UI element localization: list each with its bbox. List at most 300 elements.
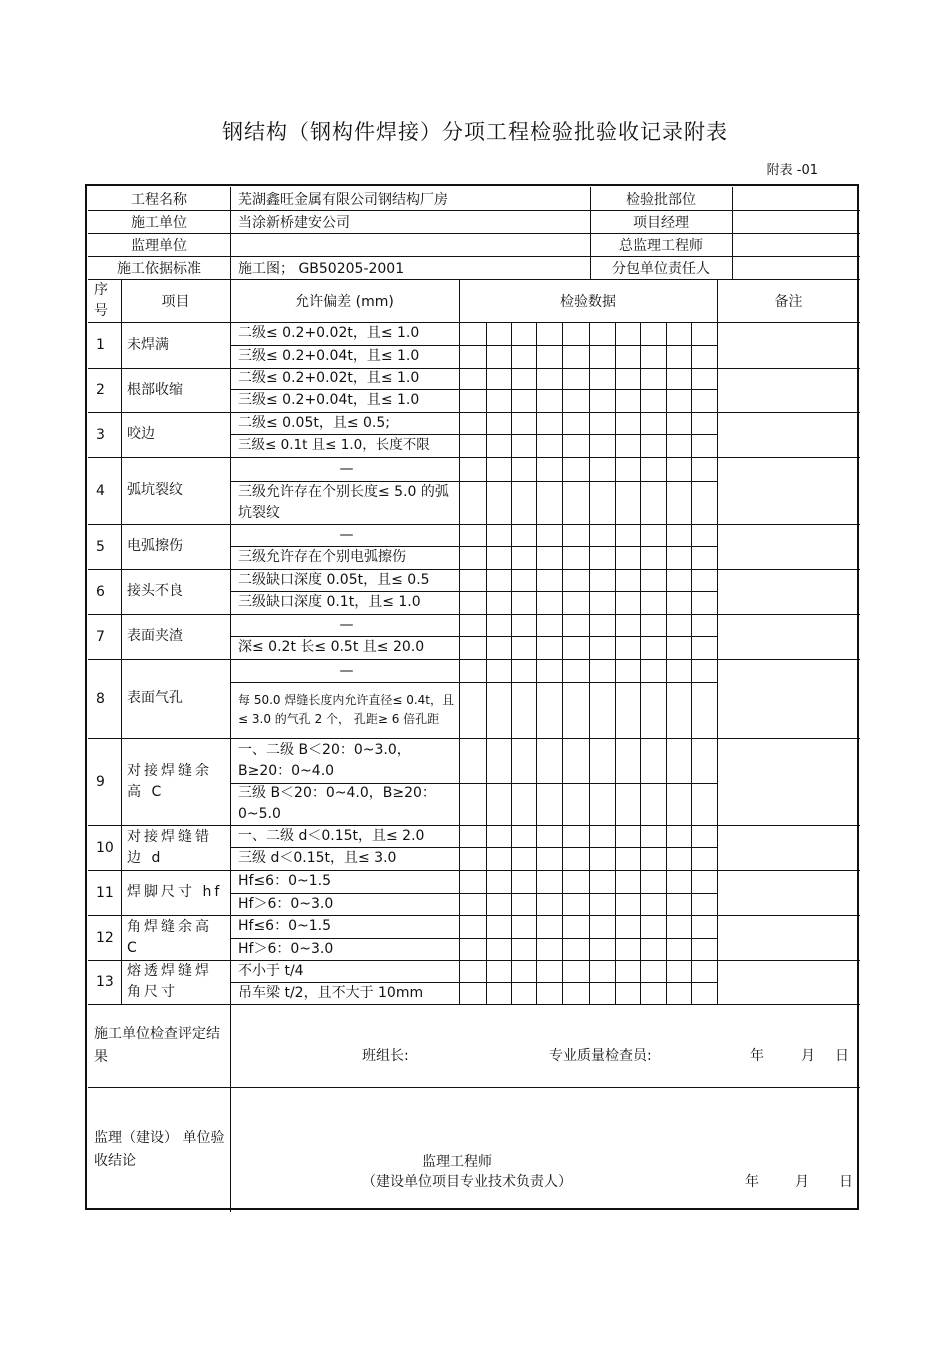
inspection-data-cell[interactable]	[589, 982, 615, 1004]
inspection-data-cell[interactable]	[536, 546, 562, 569]
inspection-data-cell[interactable]	[459, 412, 486, 434]
item-name: 对接焊缝错边 d	[127, 828, 212, 866]
inspection-data-cell[interactable]	[536, 783, 562, 825]
inspection-data-cell[interactable]	[640, 434, 666, 457]
inspection-data-cell[interactable]	[666, 412, 691, 434]
inspection-data-cell[interactable]	[536, 345, 562, 368]
inspection-data-cell[interactable]	[691, 457, 717, 481]
supervision-unit-right-value[interactable]	[732, 233, 860, 256]
inspection-data-cell[interactable]	[640, 915, 666, 938]
inspection-data-cell[interactable]	[589, 938, 615, 960]
inspection-data-cell[interactable]	[666, 825, 691, 847]
inspection-data-cell[interactable]	[691, 434, 717, 457]
inspection-data-cell[interactable]	[615, 870, 640, 893]
inspection-data-cell[interactable]	[640, 783, 666, 825]
standard-value[interactable]: 施工图； GB50205-2001	[238, 260, 405, 277]
inspection-data-cell[interactable]	[589, 825, 615, 847]
inspection-data-cell[interactable]	[486, 893, 511, 915]
inspection-data-cell[interactable]	[691, 659, 717, 682]
inspection-data-cell[interactable]	[486, 524, 511, 546]
inspection-data-cell[interactable]	[615, 738, 640, 783]
inspection-data-cell[interactable]	[691, 960, 717, 982]
remarks-cell[interactable]	[717, 614, 860, 659]
inspection-data-cell[interactable]	[691, 412, 717, 434]
inspection-data-cell[interactable]	[511, 738, 536, 783]
item-number: 12	[96, 929, 114, 946]
inspection-data-cell[interactable]	[486, 636, 511, 659]
inspection-data-cell[interactable]	[666, 847, 691, 870]
inspection-data-cell[interactable]	[459, 938, 486, 960]
item-number: 3	[96, 426, 105, 443]
inspection-data-cell[interactable]	[615, 636, 640, 659]
inspection-data-cell[interactable]	[640, 412, 666, 434]
inspection-data-cell[interactable]	[562, 457, 589, 481]
inspection-data-cell[interactable]	[459, 345, 486, 368]
inspection-data-cell[interactable]	[511, 389, 536, 412]
inspection-data-cell[interactable]	[562, 783, 589, 825]
inspection-data-cell[interactable]	[615, 322, 640, 345]
inspection-data-cell[interactable]	[615, 682, 640, 738]
inspection-data-cell[interactable]	[666, 389, 691, 412]
inspection-data-cell[interactable]	[640, 738, 666, 783]
inspection-data-cell[interactable]	[459, 457, 486, 481]
inspection-data-cell[interactable]	[459, 546, 486, 569]
inspection-data-cell[interactable]	[562, 938, 589, 960]
inspection-data-cell[interactable]	[486, 915, 511, 938]
inspection-data-cell[interactable]	[459, 322, 486, 345]
inspection-data-cell[interactable]	[459, 389, 486, 412]
remarks-cell[interactable]	[717, 915, 860, 960]
inspection-data-cell[interactable]	[536, 434, 562, 457]
inspection-data-cell[interactable]	[640, 368, 666, 389]
inspection-data-cell[interactable]	[511, 412, 536, 434]
inspection-data-cell[interactable]	[589, 389, 615, 412]
inspection-data-cell[interactable]	[536, 368, 562, 389]
inspection-data-cell[interactable]	[589, 412, 615, 434]
inspection-data-cell[interactable]	[691, 322, 717, 345]
inspection-data-cell[interactable]	[666, 546, 691, 569]
inspection-data-cell[interactable]	[640, 870, 666, 893]
inspection-data-cell[interactable]	[511, 434, 536, 457]
tolerance-grade-a: 不小于 t/4	[238, 962, 304, 979]
inspection-data-cell[interactable]	[536, 481, 562, 524]
year-label: 年	[750, 1048, 764, 1064]
inspection-data-cell[interactable]	[459, 915, 486, 938]
inspection-data-cell[interactable]	[615, 614, 640, 636]
inspection-data-cell[interactable]	[615, 893, 640, 915]
inspection-data-cell[interactable]	[589, 783, 615, 825]
inspection-data-cell[interactable]	[459, 783, 486, 825]
item-number: 13	[96, 974, 114, 990]
inspection-data-cell[interactable]	[666, 457, 691, 481]
inspection-data-cell[interactable]	[691, 368, 717, 389]
inspection-data-cell[interactable]	[615, 591, 640, 614]
inspection-data-cell[interactable]	[615, 825, 640, 847]
inspection-data-cell[interactable]	[589, 636, 615, 659]
remarks-cell[interactable]	[717, 457, 860, 524]
inspection-data-cell[interactable]	[562, 659, 589, 682]
inspection-data-cell[interactable]	[589, 591, 615, 614]
inspection-data-cell[interactable]	[589, 345, 615, 368]
inspection-data-cell[interactable]	[589, 546, 615, 569]
inspection-data-cell[interactable]	[691, 847, 717, 870]
remarks-cell[interactable]	[717, 870, 860, 915]
inspection-data-cell[interactable]	[511, 682, 536, 738]
inspection-data-cell[interactable]	[615, 434, 640, 457]
tolerance-grade-b: 三级≤ 0.2+0.04t，且≤ 1.0	[238, 348, 420, 364]
inspection-data-cell[interactable]	[459, 659, 486, 682]
inspection-data-cell[interactable]	[691, 783, 717, 825]
supervision-unit-right-label: 总监理工程师	[619, 237, 703, 254]
inspection-data-cell[interactable]	[511, 783, 536, 825]
inspection-data-cell[interactable]	[459, 893, 486, 915]
construction-unit-label: 施工单位	[131, 214, 187, 231]
inspection-data-cell[interactable]	[459, 591, 486, 614]
inspection-data-cell[interactable]	[666, 434, 691, 457]
inspection-data-cell[interactable]	[486, 389, 511, 412]
inspection-data-cell[interactable]	[486, 434, 511, 457]
inspection-data-cell[interactable]	[511, 546, 536, 569]
remarks-cell[interactable]	[717, 825, 860, 870]
inspection-data-cell[interactable]	[666, 938, 691, 960]
inspection-data-cell[interactable]	[640, 982, 666, 1004]
project-name-right-value[interactable]	[732, 187, 860, 210]
inspection-data-cell[interactable]	[589, 893, 615, 915]
inspection-data-cell[interactable]	[459, 481, 486, 524]
inspection-data-cell[interactable]	[691, 345, 717, 368]
inspection-data-cell[interactable]	[562, 591, 589, 614]
inspection-data-cell[interactable]	[562, 345, 589, 368]
inspection-data-cell[interactable]	[691, 870, 717, 893]
inspection-data-cell[interactable]	[562, 870, 589, 893]
tolerance-header: 允许偏差 (mm)	[295, 293, 394, 310]
inspection-data-cell[interactable]	[615, 457, 640, 481]
inspection-data-cell[interactable]	[511, 457, 536, 481]
inspection-data-cell[interactable]	[666, 738, 691, 783]
inspection-data-cell[interactable]	[536, 682, 562, 738]
inspection-data-cell[interactable]	[562, 825, 589, 847]
inspection-data-cell[interactable]	[459, 524, 486, 546]
inspection-data-cell[interactable]	[640, 322, 666, 345]
inspection-data-cell[interactable]	[615, 938, 640, 960]
inspection-data-cell[interactable]	[666, 915, 691, 938]
inspection-data-cell[interactable]	[562, 569, 589, 591]
inspection-data-cell[interactable]	[536, 569, 562, 591]
inspection-data-cell[interactable]	[562, 847, 589, 870]
inspection-data-cell[interactable]	[691, 682, 717, 738]
inspection-data-cell[interactable]	[666, 960, 691, 982]
inspection-data-cell[interactable]	[562, 636, 589, 659]
inspection-data-cell[interactable]	[459, 682, 486, 738]
inspection-data-cell[interactable]	[640, 345, 666, 368]
inspection-data-cell[interactable]	[562, 915, 589, 938]
inspection-data-cell[interactable]	[691, 893, 717, 915]
inspection-data-cell[interactable]	[691, 614, 717, 636]
inspection-data-cell[interactable]	[511, 636, 536, 659]
inspection-data-cell[interactable]	[666, 659, 691, 682]
inspection-data-cell[interactable]	[486, 412, 511, 434]
inspection-data-cell[interactable]	[536, 322, 562, 345]
inspection-data-cell[interactable]	[640, 636, 666, 659]
inspection-data-cell[interactable]	[486, 546, 511, 569]
inspection-data-cell[interactable]	[511, 659, 536, 682]
inspection-data-cell[interactable]	[589, 738, 615, 783]
remarks-cell[interactable]	[717, 368, 860, 412]
inspection-data-cell[interactable]	[562, 389, 589, 412]
inspection-data-cell[interactable]	[459, 614, 486, 636]
inspection-data-cell[interactable]	[666, 524, 691, 546]
remarks-cell[interactable]	[717, 738, 860, 825]
team-leader-label: 班组长:	[362, 1048, 409, 1064]
inspection-data-cell[interactable]	[615, 524, 640, 546]
inspection-data-cell[interactable]	[615, 915, 640, 938]
inspection-data-cell[interactable]	[615, 368, 640, 389]
inspection-data-cell[interactable]	[536, 614, 562, 636]
inspection-data-cell[interactable]	[589, 569, 615, 591]
inspection-data-cell[interactable]	[536, 915, 562, 938]
inspection-data-cell[interactable]	[666, 682, 691, 738]
inspection-data-cell[interactable]	[666, 893, 691, 915]
inspection-data-cell[interactable]	[459, 960, 486, 982]
inspection-data-cell[interactable]	[666, 345, 691, 368]
inspection-data-cell[interactable]	[615, 569, 640, 591]
inspection-data-cell[interactable]	[640, 481, 666, 524]
inspection-data-cell[interactable]	[589, 481, 615, 524]
inspection-data-cell[interactable]	[511, 368, 536, 389]
inspection-data-cell[interactable]	[536, 982, 562, 1004]
inspection-data-cell[interactable]	[666, 870, 691, 893]
inspection-data-cell[interactable]	[511, 614, 536, 636]
inspection-data-cell[interactable]	[459, 368, 486, 389]
inspection-data-cell[interactable]	[615, 481, 640, 524]
inspection-data-cell[interactable]	[562, 546, 589, 569]
inspection-data-cell[interactable]	[615, 847, 640, 870]
inspection-data-cell[interactable]	[536, 825, 562, 847]
inspection-data-cell[interactable]	[615, 389, 640, 412]
inspection-data-cell[interactable]	[589, 847, 615, 870]
inspection-data-cell[interactable]	[562, 368, 589, 389]
inspection-data-cell[interactable]	[486, 682, 511, 738]
inspection-data-cell[interactable]	[486, 322, 511, 345]
inspection-data-cell[interactable]	[486, 825, 511, 847]
inspection-data-cell[interactable]	[562, 738, 589, 783]
inspection-data-cell[interactable]	[459, 434, 486, 457]
inspection-data-cell[interactable]	[511, 893, 536, 915]
inspection-data-cell[interactable]	[536, 960, 562, 982]
inspection-data-cell[interactable]	[589, 368, 615, 389]
inspection-data-cell[interactable]	[562, 893, 589, 915]
inspection-data-cell[interactable]	[615, 546, 640, 569]
remarks-cell[interactable]	[717, 569, 860, 614]
inspection-data-cell[interactable]	[511, 322, 536, 345]
inspection-data-cell[interactable]	[589, 870, 615, 893]
inspection-data-cell[interactable]	[562, 614, 589, 636]
inspection-data-cell[interactable]	[615, 960, 640, 982]
remarks-cell[interactable]	[717, 412, 860, 457]
inspection-data-cell[interactable]	[562, 481, 589, 524]
inspection-data-cell[interactable]	[486, 659, 511, 682]
inspection-data-cell[interactable]	[640, 546, 666, 569]
inspection-data-cell[interactable]	[691, 825, 717, 847]
inspection-data-cell[interactable]	[666, 591, 691, 614]
inspection-data-cell[interactable]	[562, 982, 589, 1004]
inspection-data-cell[interactable]	[640, 614, 666, 636]
item-number: 11	[96, 884, 114, 901]
inspection-data-cell[interactable]	[511, 569, 536, 591]
inspection-data-cell[interactable]	[666, 783, 691, 825]
inspection-data-cell[interactable]	[589, 614, 615, 636]
inspection-data-cell[interactable]	[640, 938, 666, 960]
inspection-data-cell[interactable]	[640, 659, 666, 682]
supervision-unit-value[interactable]	[238, 233, 588, 256]
inspection-data-cell[interactable]	[536, 636, 562, 659]
inspection-data-cell[interactable]	[486, 569, 511, 591]
inspection-data-cell[interactable]	[536, 412, 562, 434]
inspection-data-cell[interactable]	[666, 636, 691, 659]
inspection-data-cell[interactable]	[486, 982, 511, 1004]
inspection-data-cell[interactable]	[640, 591, 666, 614]
inspection-data-cell[interactable]	[562, 434, 589, 457]
project-name-value[interactable]: 芜湖鑫旺金属有限公司钢结构厂房	[238, 191, 448, 208]
inspection-data-cell[interactable]	[486, 938, 511, 960]
inspection-data-cell[interactable]	[486, 870, 511, 893]
inspection-data-cell[interactable]	[666, 481, 691, 524]
construction-unit-right-value[interactable]	[732, 210, 860, 233]
inspection-data-cell[interactable]	[691, 938, 717, 960]
inspection-data-cell[interactable]	[486, 614, 511, 636]
inspection-data-cell[interactable]	[459, 847, 486, 870]
tolerance-grade-b: Hf＞6：0~3.0	[238, 940, 334, 957]
month-label-2: 月	[795, 1174, 809, 1190]
inspection-data-cell[interactable]	[691, 982, 717, 1004]
inspection-data-cell[interactable]	[486, 345, 511, 368]
inspection-data-cell[interactable]	[459, 870, 486, 893]
inspection-data-cell[interactable]	[536, 457, 562, 481]
inspection-data-cell[interactable]	[511, 524, 536, 546]
remarks-cell[interactable]	[717, 322, 860, 368]
inspection-data-cell[interactable]	[562, 682, 589, 738]
inspection-data-cell[interactable]	[511, 982, 536, 1004]
construction-check-label: 施工单位检查评定结果	[94, 1026, 220, 1065]
inspection-data-cell[interactable]	[511, 847, 536, 870]
inspection-data-cell[interactable]	[589, 960, 615, 982]
inspection-data-cell[interactable]	[486, 847, 511, 870]
inspection-data-cell[interactable]	[666, 322, 691, 345]
inspection-data-cell[interactable]	[666, 614, 691, 636]
inspection-data-cell[interactable]	[459, 569, 486, 591]
inspection-data-cell[interactable]	[691, 389, 717, 412]
inspection-data-cell[interactable]	[511, 870, 536, 893]
inspection-data-cell[interactable]	[691, 569, 717, 591]
item-number: 2	[96, 382, 105, 398]
inspection-data-cell[interactable]	[589, 434, 615, 457]
inspection-data-cell[interactable]	[536, 870, 562, 893]
inspection-data-cell[interactable]	[562, 524, 589, 546]
remarks-cell[interactable]	[717, 524, 860, 569]
inspection-data-cell[interactable]	[615, 345, 640, 368]
inspection-data-cell[interactable]	[640, 457, 666, 481]
inspection-data-cell[interactable]	[666, 368, 691, 389]
inspection-data-cell[interactable]	[486, 960, 511, 982]
inspection-data-cell[interactable]	[640, 524, 666, 546]
inspection-data-cell[interactable]	[459, 982, 486, 1004]
inspection-data-cell[interactable]	[691, 738, 717, 783]
inspection-data-cell[interactable]	[511, 960, 536, 982]
inspection-data-cell[interactable]	[640, 893, 666, 915]
inspection-data-cell[interactable]	[536, 524, 562, 546]
inspection-data-cell[interactable]	[640, 825, 666, 847]
inspection-data-cell[interactable]	[486, 481, 511, 524]
inspection-data-cell[interactable]	[691, 481, 717, 524]
inspection-data-cell[interactable]	[536, 659, 562, 682]
inspection-data-cell[interactable]	[486, 591, 511, 614]
inspection-data-cell[interactable]	[486, 783, 511, 825]
inspection-data-cell[interactable]	[486, 738, 511, 783]
inspection-data-cell[interactable]	[589, 915, 615, 938]
inspection-data-cell[interactable]	[691, 591, 717, 614]
inspection-data-cell[interactable]	[536, 893, 562, 915]
standard-label: 施工依据标准	[117, 260, 201, 277]
inspection-data-cell[interactable]	[562, 412, 589, 434]
inspection-data-cell[interactable]	[511, 345, 536, 368]
inspection-data-cell[interactable]	[640, 847, 666, 870]
inspection-data-cell[interactable]	[536, 938, 562, 960]
inspection-data-cell[interactable]	[589, 457, 615, 481]
inspection-data-cell[interactable]	[640, 389, 666, 412]
inspection-data-cell[interactable]	[562, 322, 589, 345]
inspection-data-cell[interactable]	[615, 982, 640, 1004]
tolerance-grade-a: —	[339, 527, 354, 543]
inspection-data-cell[interactable]	[691, 636, 717, 659]
remarks-cell[interactable]	[717, 659, 860, 738]
inspection-data-cell[interactable]	[615, 412, 640, 434]
inspection-data-cell[interactable]	[536, 738, 562, 783]
inspection-data-cell[interactable]	[511, 938, 536, 960]
item-name: 熔透焊缝焊角尺寸	[127, 963, 212, 1000]
inspection-data-cell[interactable]	[640, 569, 666, 591]
inspection-data-cell[interactable]	[615, 659, 640, 682]
inspection-data-cell[interactable]	[459, 825, 486, 847]
inspection-data-cell[interactable]	[486, 457, 511, 481]
inspection-data-cell[interactable]	[459, 636, 486, 659]
inspection-data-cell[interactable]	[640, 682, 666, 738]
inspection-data-cell[interactable]	[691, 915, 717, 938]
standard-right-value[interactable]	[732, 256, 860, 279]
inspection-data-cell[interactable]	[589, 524, 615, 546]
inspection-data-cell[interactable]	[511, 481, 536, 524]
inspection-data-cell[interactable]	[589, 322, 615, 345]
inspection-data-cell[interactable]	[615, 783, 640, 825]
inspection-data-cell[interactable]	[486, 368, 511, 389]
inspection-data-cell[interactable]	[536, 389, 562, 412]
remarks-cell[interactable]	[717, 960, 860, 1004]
inspection-data-cell[interactable]	[691, 524, 717, 546]
inspection-data-cell[interactable]	[589, 682, 615, 738]
inspection-data-cell[interactable]	[459, 738, 486, 783]
inspection-data-cell[interactable]	[511, 825, 536, 847]
inspection-data-cell[interactable]	[536, 591, 562, 614]
inspection-data-cell[interactable]	[511, 915, 536, 938]
inspection-data-cell[interactable]	[536, 847, 562, 870]
inspection-data-cell[interactable]	[691, 546, 717, 569]
inspection-data-cell[interactable]	[511, 591, 536, 614]
inspection-data-cell[interactable]	[589, 659, 615, 682]
construction-unit-value[interactable]: 当涂新桥建安公司	[238, 214, 350, 231]
inspection-data-cell[interactable]	[666, 569, 691, 591]
inspection-data-cell[interactable]	[562, 960, 589, 982]
inspection-data-cell[interactable]	[640, 960, 666, 982]
inspection-data-cell[interactable]	[666, 982, 691, 1004]
